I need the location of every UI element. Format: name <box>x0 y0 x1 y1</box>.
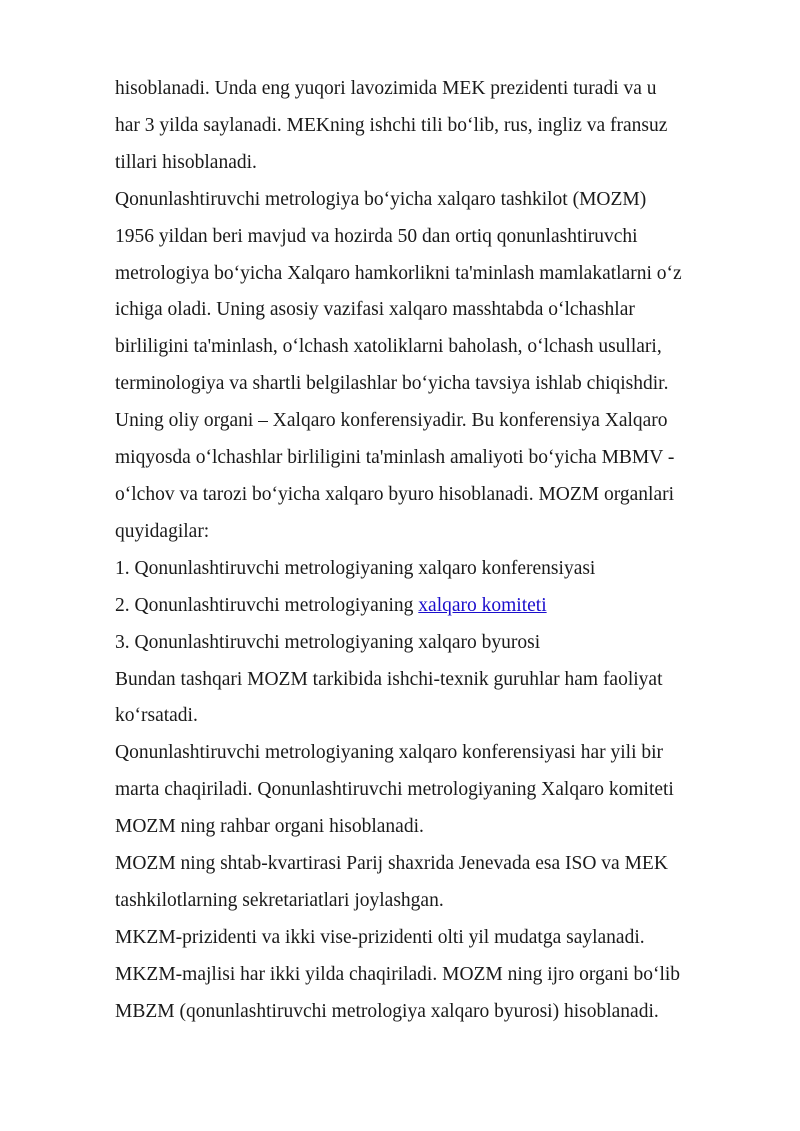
text-line: quyidagilar: <box>115 520 210 542</box>
list-item-1: 1. Qonunlashtiruvchi metrologiyaning xalqaro konferensiyasi <box>115 557 596 579</box>
list-item-2 <box>115 588 755 625</box>
text-line: hisoblanadi. Unda eng yuqori lavozimida MEK prezidenti turadi va u <box>115 78 657 99</box>
text-line: Bundan tashqari MOZM tarkibida ishchi-texnik guruhlar ham faoliyat <box>115 668 663 690</box>
text-line: terminologiya va shartli belgilashlar bo‘yicha tavsiya ishlab chiqishdir. <box>115 373 669 395</box>
text-line: ichiga oladi. Uning asosiy vazifasi xalqaro masshtabda o‘lchashlar <box>115 299 635 321</box>
list-item-2-prefix: 2. Qonunlashtiruvchi metrologiyaning <box>115 594 419 616</box>
text-line: birliligini ta'minlash, o‘lchash xatoliklarni baholash, o‘lchash usullari, <box>115 336 662 358</box>
text-line: tillari hisoblanadi. <box>115 151 257 173</box>
text-line: MOZM ning rahbar organi hisoblanadi. <box>115 816 424 838</box>
text-line: MOZM ning shtab-kvartirasi Parij shaxrida Jenevada esa ISO va MEK <box>115 853 668 875</box>
text-line: metrologiya bo‘yicha Xalqaro hamkorlikni ta'minlash mamlakatlarni o‘z <box>115 262 682 284</box>
text-line: tashkilotlarning sekretariatlari joylashgan. <box>115 889 444 911</box>
text-line: 1956 yildan beri mavjud va hozirda 50 dan ortiq qonunlashtiruvchi <box>115 225 638 247</box>
text-line: Qonunlashtiruvchi metrologiya bo‘yicha xalqaro tashkilot (MOZM) <box>115 188 647 210</box>
text-line: miqyosda o‘lchashlar birliligini ta'minlash amaliyoti bo‘yicha MBMV - <box>115 447 675 469</box>
text-line: har 3 yilda saylanadi. MEKning ishchi tili bo‘lib, rus, ingliz va fransuz <box>115 114 668 136</box>
xalqaro-komiteti-link[interactable]: xalqaro komiteti <box>418 594 547 616</box>
text-line: ko‘rsatadi. <box>115 705 198 727</box>
document-page <box>115 71 755 1031</box>
list-item-3: 3. Qonunlashtiruvchi metrologiyaning xalqaro byurosi <box>115 631 541 653</box>
text-line: MBZM (qonunlashtiruvchi metrologiya xalqaro byurosi) hisoblanadi. <box>115 1000 659 1022</box>
text-line: MKZM-majlisi har ikki yilda chaqiriladi. MOZM ning ijro organi bo‘lib <box>115 963 681 985</box>
text-line: MKZM-prizidenti va ikki vise-prizidenti olti yil mudatga saylanadi. <box>115 926 645 948</box>
text-line: o‘lchov va tarozi bo‘yicha xalqaro byuro hisoblanadi. MOZM organlari <box>115 483 675 505</box>
text-line: Qonunlashtiruvchi metrologiyaning xalqaro konferensiyasi har yili bir <box>115 742 664 764</box>
text-line: marta chaqiriladi. Qonunlashtiruvchi metrologiyaning Xalqaro komiteti <box>115 779 674 801</box>
text-line: Uning oliy organi – Xalqaro konferensiyadir. Bu konferensiya Xalqaro <box>115 410 668 432</box>
